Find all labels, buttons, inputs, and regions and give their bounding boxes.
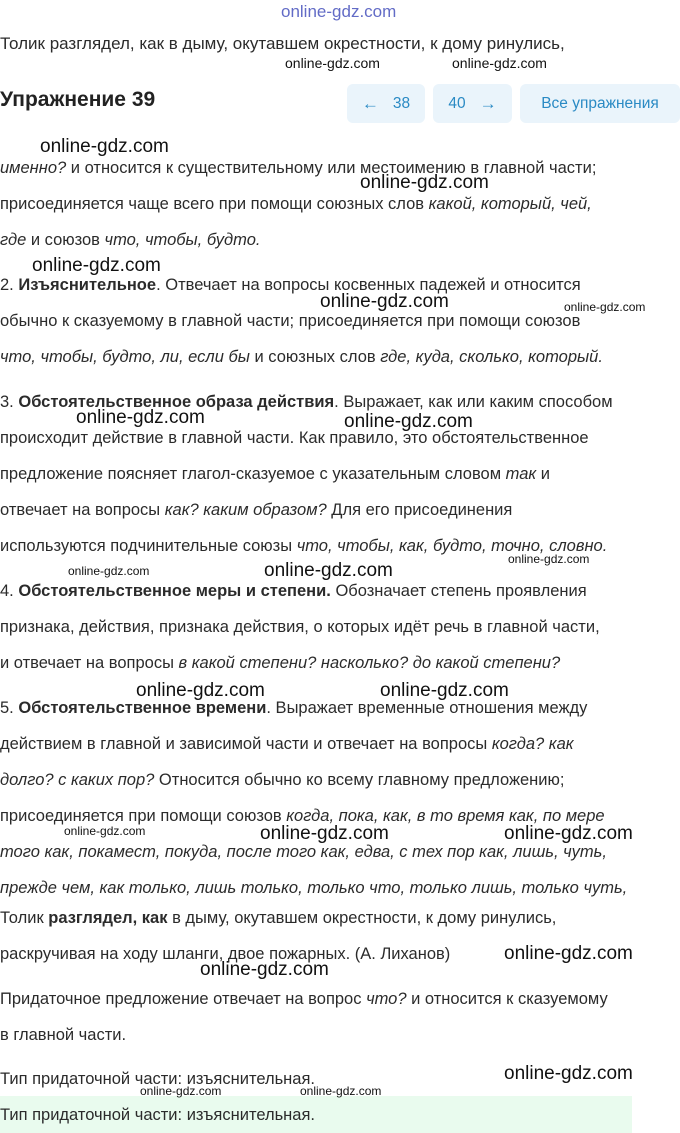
site-watermark: online-gdz.com	[344, 411, 473, 432]
solution-line: Толик разглядел, как в дыму, окутавшем окрестности, к дому ринулись,	[0, 909, 557, 927]
site-watermark: online-gdz.com	[140, 1084, 222, 1098]
site-watermark: online-gdz.com	[285, 55, 380, 71]
theory-line: и отвечает на вопросы в какой степени? насколько? до какой степени?	[0, 654, 561, 672]
site-watermark: online-gdz.com	[504, 823, 633, 844]
arrow-right-icon: →	[479, 93, 497, 113]
next-exercise-label: 40	[448, 94, 466, 112]
solution-line: раскручивая на ходу шланги, двое пожарных. (А. Лиханов)	[0, 945, 451, 963]
site-watermark: online-gdz.com	[320, 291, 449, 312]
site-watermark: online-gdz.com	[64, 824, 146, 838]
site-watermark: online-gdz.com	[504, 943, 633, 964]
site-watermark: online-gdz.com	[264, 560, 393, 581]
theory-line: отвечает на вопросы как? каким образом? Для его присоединения	[0, 501, 513, 519]
site-watermark: online-gdz.com	[76, 407, 205, 428]
all-exercises-button[interactable]	[520, 84, 680, 123]
sticky-preview-line: Толик разглядел, как в дыму, окутавшем окрестности, к дому ринулись,	[0, 34, 565, 53]
theory-line: предложение поясняет глагол-сказуемое с указательным словом так и	[0, 465, 550, 483]
theory-line: долго? с каких пор? Относится обычно ко всему главному предложению;	[0, 771, 565, 789]
site-watermark: online-gdz.com	[508, 552, 590, 566]
theory-line: именно? и относится к существительному или местоимению в главной части;	[0, 159, 597, 177]
theory-line: обычно к сказуемому в главной части; присоединяется при помощи союзов	[0, 312, 581, 330]
theory-line: что, чтобы, будто, ли, если бы и союзных слов где, куда, сколько, который.	[0, 348, 603, 366]
prev-exercise-button[interactable]	[347, 84, 425, 123]
theory-line: 2. Изъяснительное. Отвечает на вопросы косвенных падежей и относится	[0, 276, 581, 294]
theory-line: признака, действия, признака действия, о которых идёт речь в главной части,	[0, 618, 600, 636]
site-watermark: online-gdz.com	[360, 172, 489, 193]
theory-line: происходит действие в главной части. Как правило, это обстоятельственное	[0, 429, 589, 447]
solution-line: в главной части.	[0, 1026, 127, 1044]
theory-line: 5. Обстоятельственное времени. Выражает временные отношения между	[0, 699, 588, 717]
answer-text: Тип придаточной части: изъяснительная.	[0, 1106, 315, 1124]
site-watermark: online-gdz.com	[68, 564, 150, 578]
site-watermark: online-gdz.com	[564, 300, 646, 314]
theory-line: 4. Обстоятельственное меры и степени. Обозначает степень проявления	[0, 582, 587, 600]
all-exercises-label: Все упражнения	[541, 94, 659, 112]
site-watermark: online-gdz.com	[40, 136, 169, 157]
site-watermark: online-gdz.com	[32, 255, 161, 276]
site-watermark: online-gdz.com	[300, 1084, 382, 1098]
exercise-title: Упражнение 39	[0, 88, 156, 111]
arrow-left-icon: ←	[361, 93, 379, 113]
theory-line: присоединяется чаще всего при помощи союзных слов какой, который, чей,	[0, 195, 592, 213]
theory-line: где и союзов что, чтобы, будто.	[0, 231, 261, 249]
theory-line: 3. Обстоятельственное образа действия. Выражает, как или каким способом	[0, 393, 613, 411]
site-watermark: online-gdz.com	[452, 55, 547, 71]
theory-line: действием в главной и зависимой части и отвечает на вопросы когда? как	[0, 735, 574, 753]
theory-line: того как, покамест, покуда, после того как, едва, с тех пор как, лишь, чуть,	[0, 843, 607, 861]
prev-exercise-label: 38	[392, 94, 411, 112]
site-watermark: online-gdz.com	[504, 1063, 633, 1084]
site-watermark-header: online-gdz.com	[281, 2, 397, 21]
solution-line: Тип придаточной части: изъяснительная.	[0, 1070, 315, 1088]
theory-line: присоединяется при помощи союзов когда, пока, как, в то время как, по мере	[0, 807, 605, 825]
theory-line: прежде чем, как только, лишь только, только что, только лишь, только чуть,	[0, 879, 628, 897]
site-watermark: online-gdz.com	[200, 959, 329, 980]
next-exercise-button[interactable]	[433, 84, 512, 123]
site-watermark: online-gdz.com	[380, 680, 509, 701]
theory-line: используются подчинительные союзы что, чтобы, как, будто, точно, словно.	[0, 537, 608, 555]
site-watermark: online-gdz.com	[260, 823, 389, 844]
solution-line: Придаточное предложение отвечает на вопрос что? и относится к сказуемому	[0, 990, 608, 1008]
site-watermark: online-gdz.com	[136, 680, 265, 701]
